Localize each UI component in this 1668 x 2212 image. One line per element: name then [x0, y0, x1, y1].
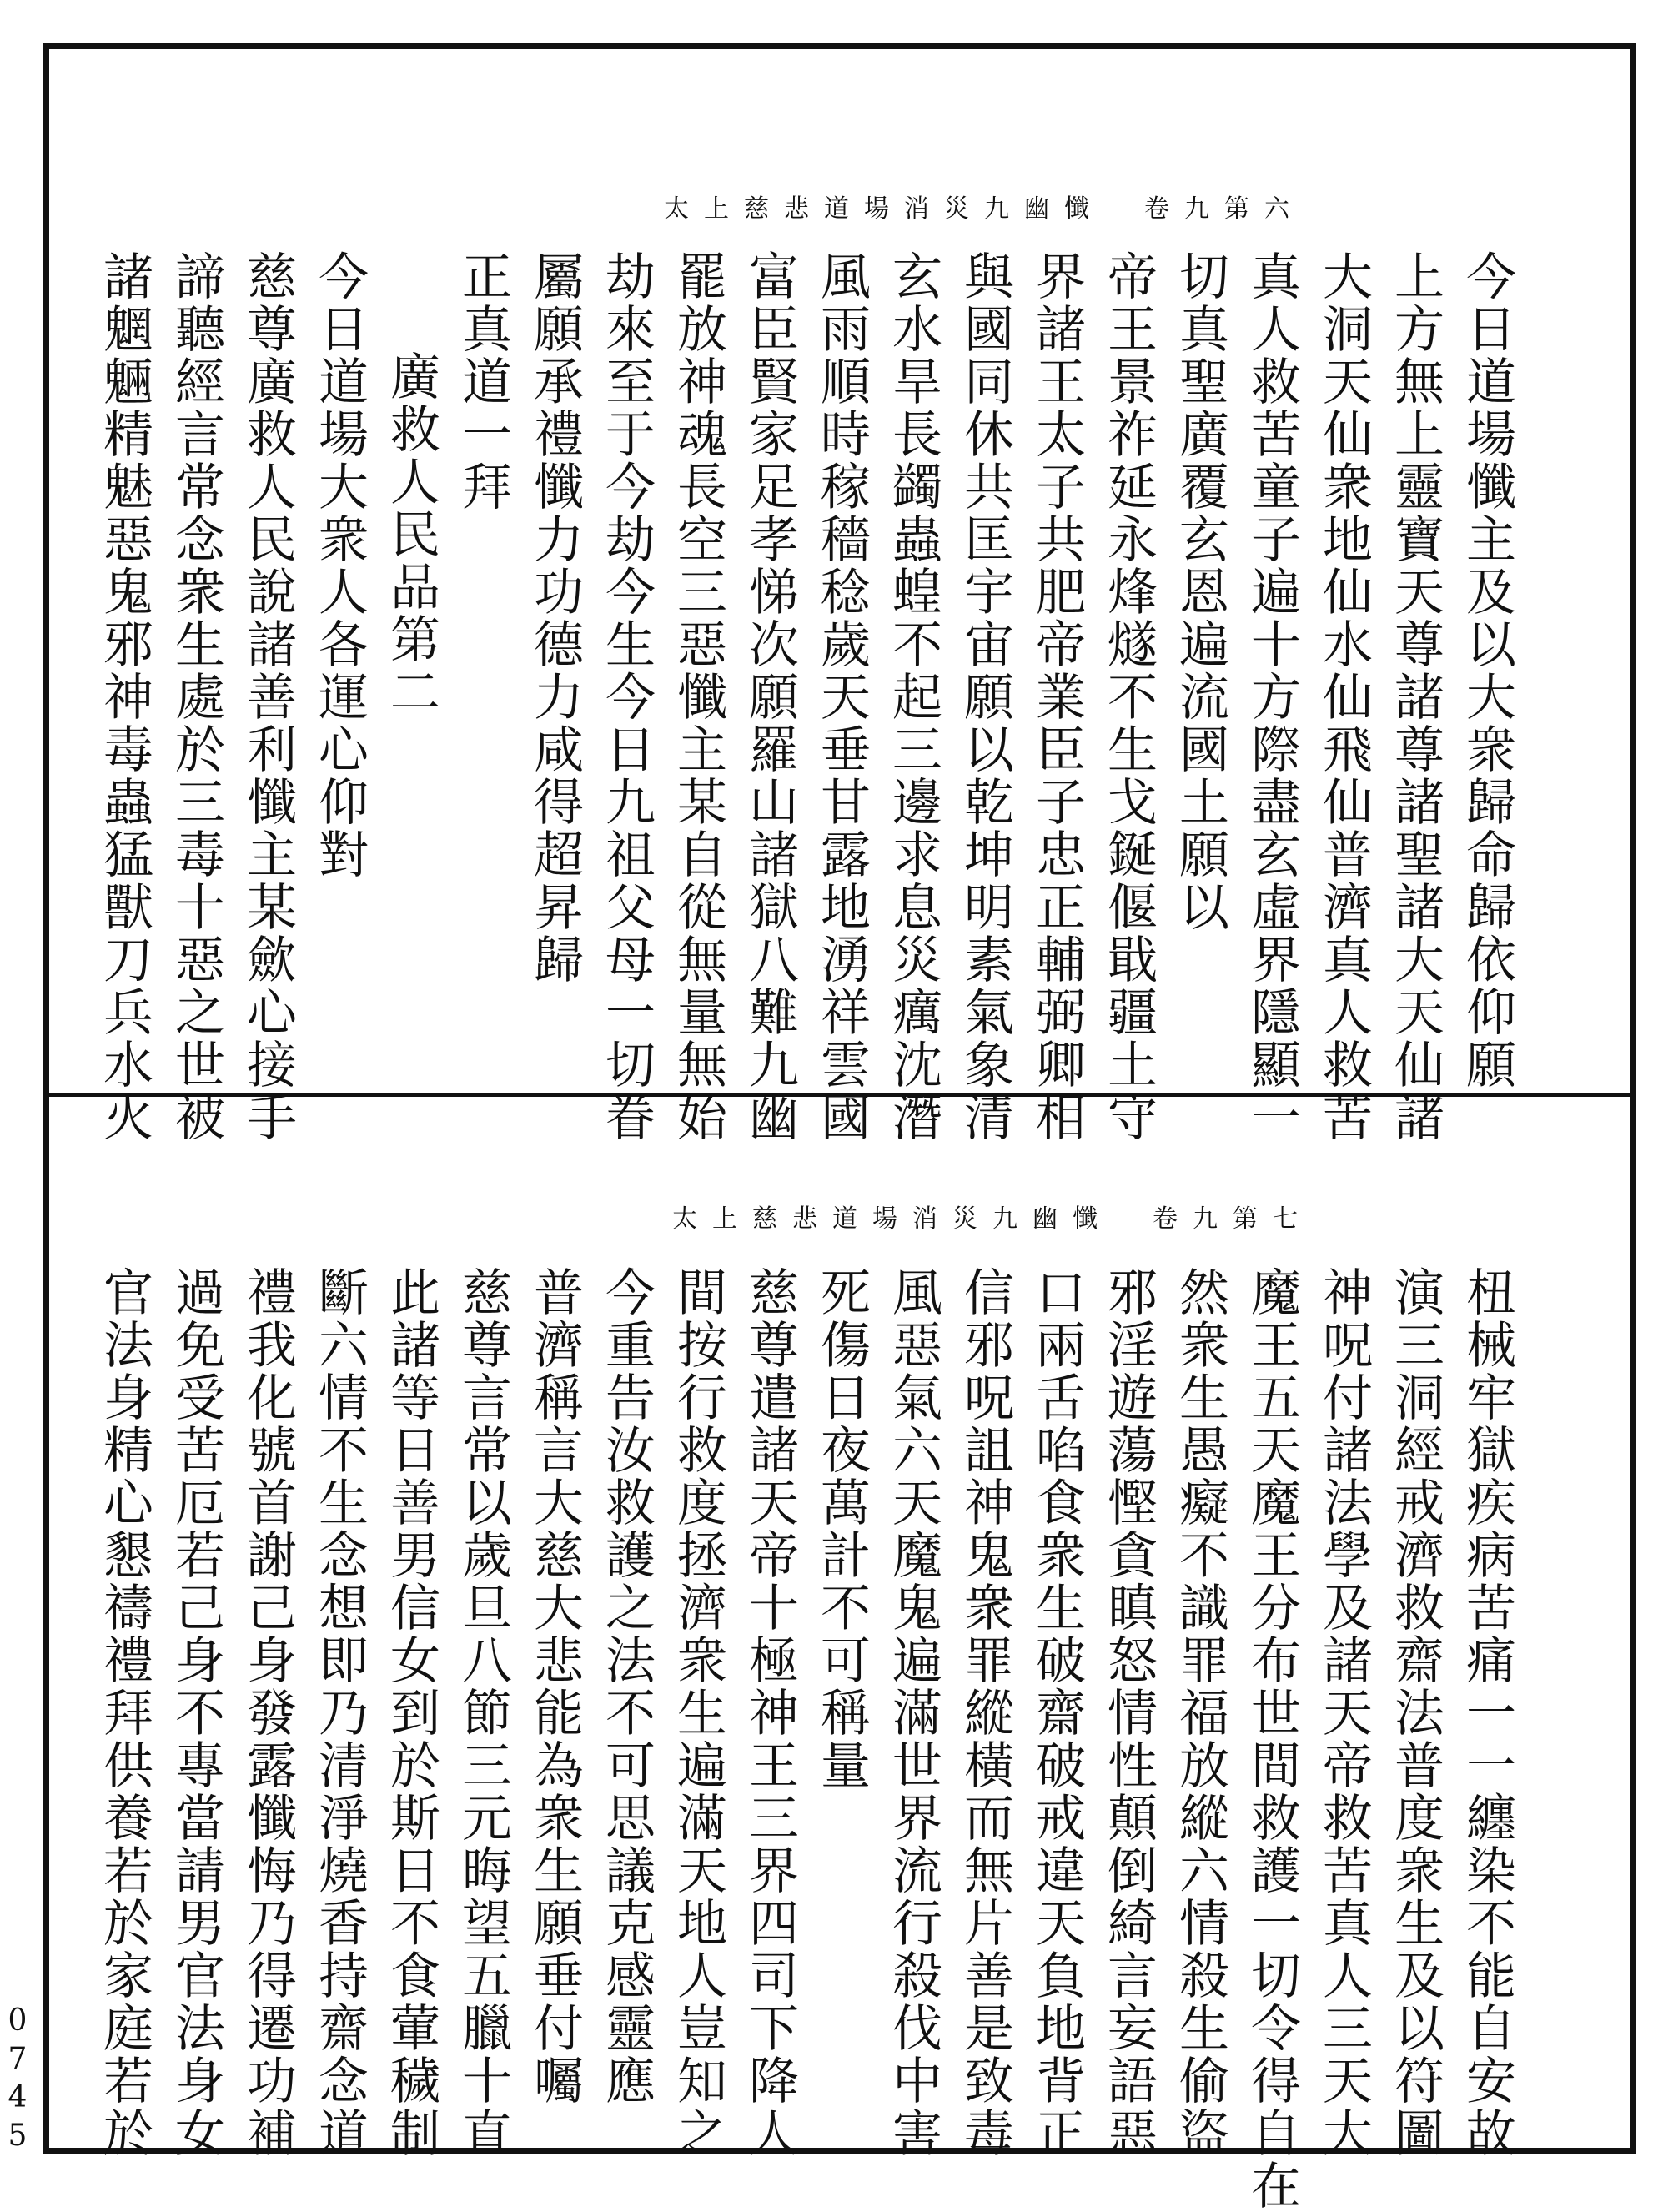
text-column: 然衆生愚癡不識罪福放縱六情殺生偷盜: [1171, 1266, 1229, 2159]
text-column: 間按行救度拯濟衆生遍滿天地人豈知之: [669, 1266, 727, 2159]
text-column: 風雨順時稼穡稔歲天垂甘露地湧祥雲國: [812, 250, 871, 1144]
text-column: 屬願承禮懺力功德力咸得超昇歸: [525, 250, 584, 986]
upper-page: [50, 50, 1630, 1144]
text-column: 過免受苦厄若己身不專當請男官法身女: [167, 1266, 225, 2159]
text-column: 信邪呪詛神鬼衆罪縱橫而無片善是致毒: [956, 1266, 1014, 2159]
text-column: 魔王五天魔王分布世間救護一切令得自在: [1243, 1266, 1301, 2212]
text-column: 富臣賢家足孝悌次願羅山諸獄八難九幽: [741, 250, 799, 1144]
text-column: 風惡氣六天魔鬼遍滿世界流行殺伐中害: [884, 1266, 942, 2159]
text-column: 禮我化號首謝己身發露懺悔乃得遷功補: [239, 1266, 297, 2159]
text-column: 大洞天仙衆地仙水仙飛仙普濟真人救苦: [1314, 250, 1373, 1144]
lower-page: [50, 1099, 1630, 2212]
text-column: 此諸等日善男信女到於斯日不食葷穢制: [382, 1266, 440, 2159]
text-column: 界諸王太子共肥帝業臣子忠正輔弼卿相: [1027, 250, 1086, 1144]
text-column: 慈尊言常以歲旦八節三元晦望五臘十直: [454, 1266, 512, 2159]
text-column: 諸魍魎精魅惡鬼邪神毒蟲猛獸刀兵水火: [95, 250, 153, 1144]
text-column: 神呪付諸法學及諸天帝救苦真人三天大: [1314, 1266, 1373, 2159]
text-column: 口兩舌啗食衆生破齋破戒違天負地背正: [1027, 1266, 1086, 2159]
body-text: [88, 250, 1523, 1144]
running-header: 太上慈悲道場消災九幽懺 卷九第七: [672, 1204, 1313, 1234]
page-number-digit: 0: [8, 2003, 28, 2038]
chapter-heading: 廣救人民品第二: [382, 350, 440, 718]
text-column: 慈尊遣諸天帝十極神王三界四司下降人: [741, 1266, 799, 2159]
text-column: 今重告汝救護之法不可思議克感靈應: [597, 1266, 656, 2107]
text-column: 普濟稱言大慈大悲能為衆生願垂付囑: [525, 1266, 584, 2107]
text-column: 真人救苦童子遍十方際盡玄虛界隱顯一: [1243, 250, 1301, 1144]
running-header: 太上慈悲道場消災九幽懺 卷九第六: [664, 194, 1304, 224]
text-column: 今日道場大衆人各運心仰對: [310, 250, 369, 881]
page-number-digit: 4: [8, 2080, 28, 2114]
text-column: 死傷日夜萬計不可稱量: [812, 1266, 871, 1792]
body-text: [88, 1266, 1523, 2212]
text-column: 諦聽經言常念衆生處於三毒十惡之世被: [167, 250, 225, 1144]
text-column: 慈尊廣救人民說諸善利懺主某歛心接手: [239, 250, 297, 1144]
page-number-digit: 5: [8, 2119, 28, 2153]
text-column: 杻械牢獄疾病苦痛一一纏染不能自安故: [1458, 1266, 1516, 2159]
text-column: 玄水旱長蠲蟲蝗不起三邊求息災癘沈潛: [884, 250, 942, 1144]
text-column: 帝王景祚延永烽燧不生戈鋋偃戢疆土守: [1099, 250, 1158, 1144]
page-number-digit: 7: [8, 2042, 28, 2076]
text-column: 罷放神魂長空三惡懺主某自從無量無始: [669, 250, 727, 1144]
text-column: 與國同休共匡宇宙願以乾坤明素氣象清: [956, 250, 1014, 1144]
text-column: 邪淫遊蕩慳貪瞋怒情性顛倒綺言妄語惡: [1099, 1266, 1158, 2159]
page-number: [3, 2002, 32, 2155]
text-column: 今日道場懺主及以大衆歸命歸依仰願: [1458, 250, 1516, 1091]
text-column: 劫來至于今劫今生今日九祖父母一切眷: [597, 250, 656, 1144]
text-column: 官法身精心懇禱禮拜供養若於家庭若於: [95, 1266, 153, 2159]
text-column: 上方無上靈寶天尊諸尊諸聖諸大天仙諸: [1386, 250, 1444, 1144]
text-column: 斷六情不生念想即乃清淨燒香持齋念道: [310, 1266, 369, 2159]
text-column: 演三洞經戒濟救齋法普度衆生及以符圖: [1386, 1266, 1444, 2159]
text-column: 正真道一拜: [454, 250, 512, 513]
text-column: 切真聖廣覆玄恩遍流國土願以: [1171, 250, 1229, 933]
